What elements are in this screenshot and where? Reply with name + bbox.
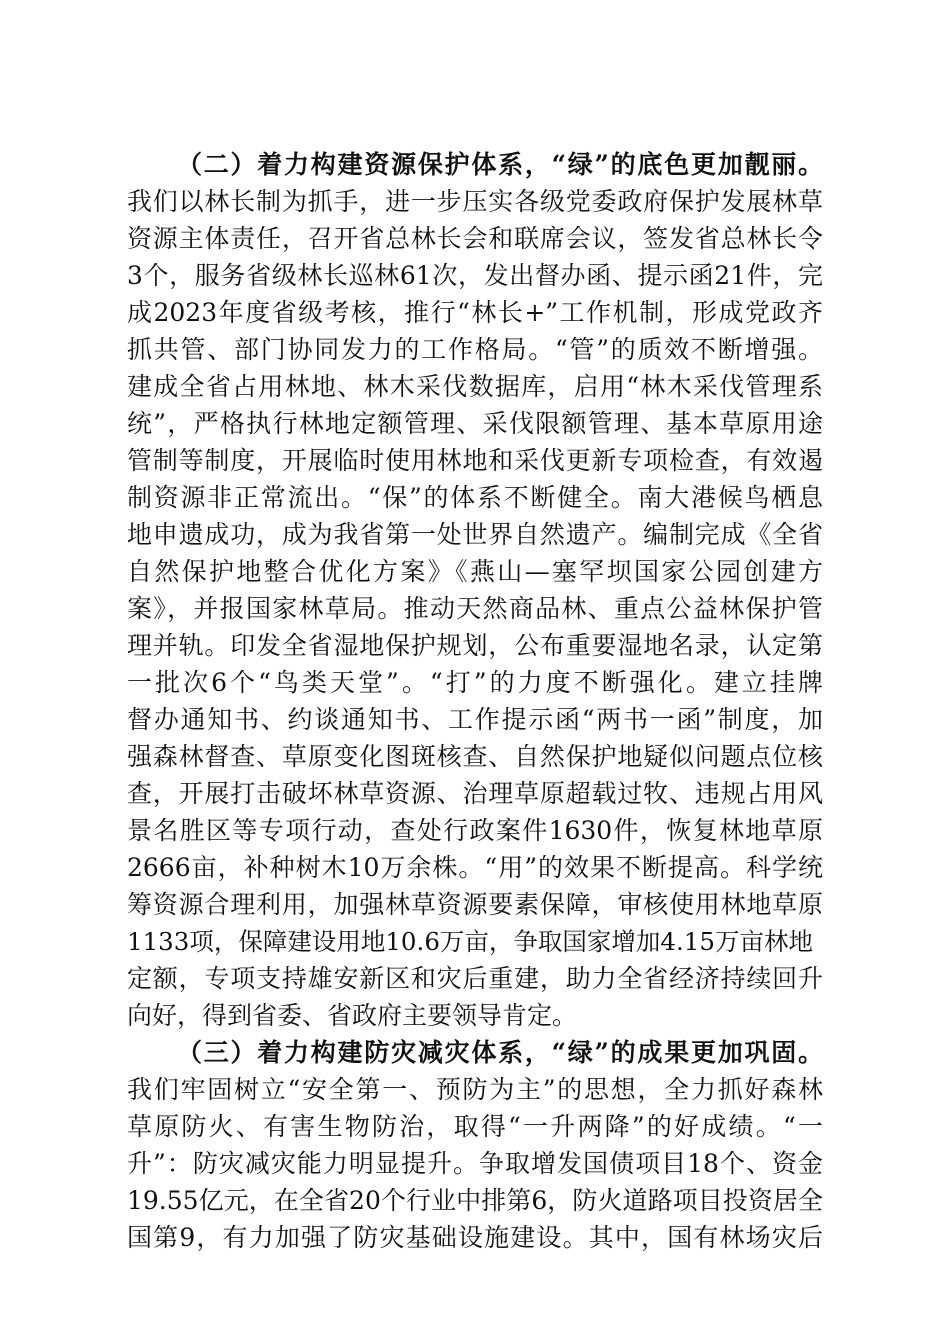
text-line: 我们以林长制为抓手，进一步压实各级党委政府保护发展林草 <box>127 187 823 216</box>
text-line: 定额，专项支持雄安新区和灾后重建，助力全省经济持续回升 <box>127 964 823 993</box>
text-line: 自然保护地整合优化方案》《燕山—塞罕坝国家公园创建方 <box>127 557 823 586</box>
text-line: 抓共管、部门协同发力的工作格局。“管”的质效不断增强。 <box>127 335 823 364</box>
text-line: 地申遗成功，成为我省第一处世界自然遗产。编制完成《全省 <box>127 520 823 549</box>
section-heading-line: （二）着力构建资源保护体系，“绿”的底色更加靓丽。 <box>177 150 823 179</box>
text-line: 资源主体责任，召开省总林长会和联席会议，签发省总林长令 <box>127 224 823 253</box>
text-line: 建成全省占用林地、林木采伐数据库，启用“林木采伐管理系 <box>127 372 823 401</box>
text-line: 管制等制度，开展临时使用林地和采伐更新专项检查，有效遏 <box>127 446 823 475</box>
text-line: 3个，服务省级林长巡林61次，发出督办函、提示函21件，完 <box>127 261 823 290</box>
text-line: 理并轨。印发全省湿地保护规划，公布重要湿地名录，认定第 <box>127 631 823 660</box>
text-line: 1133项，保障建设用地10.6万亩，争取国家增加4.15万亩林地 <box>127 927 813 956</box>
text-line: 向好，得到省委、省政府主要领导肯定。 <box>127 1001 578 1030</box>
text-line: 草原防火、有害生物防治，取得“一升两降”的好成绩。“一 <box>127 1112 823 1141</box>
text-line: 2666亩，补种树木10万余株。“用”的效果不断提高。科学统 <box>127 853 823 882</box>
text-line: 国第9，有力加强了防灾基础设施建设。其中，国有林场灾后 <box>127 1223 823 1252</box>
text-line: 景名胜区等专项行动，查处行政案件1630件，恢复林地草原 <box>127 816 823 845</box>
text-line: 升”：防灾减灾能力明显提升。争取增发国债项目18个、资金 <box>127 1149 823 1178</box>
body-text <box>127 146 823 1256</box>
text-line: 筹资源合理利用，加强林草资源要素保障，审核使用林地草原 <box>127 890 823 919</box>
text-line: 查，开展打击破坏林草资源、治理草原超载过牧、违规占用风 <box>127 779 823 808</box>
text-line: 统”，严格执行林地定额管理、采伐限额管理、基本草原用途 <box>127 409 823 438</box>
text-line: 一批次6个“鸟类天堂”。“打”的力度不断强化。建立挂牌 <box>127 668 823 697</box>
text-line: 制资源非正常流出。“保”的体系不断健全。南大港候鸟栖息 <box>127 483 823 512</box>
text-line: 成2023年度省级考核，推行“林长+”工作机制，形成党政齐 <box>127 298 823 327</box>
text-line: 督办通知书、约谈通知书、工作提示函“两书一函”制度，加 <box>127 705 823 734</box>
text-line: 案》，并报国家林草局。推动天然商品林、重点公益林保护管 <box>127 594 823 623</box>
text-line: 强森林督查、草原变化图斑核查、自然保护地疑似问题点位核 <box>127 742 823 771</box>
text-line: 19.55亿元，在全省20个行业中排第6，防火道路项目投资居全 <box>127 1186 823 1215</box>
section-heading-line: （三）着力构建防灾减灾体系，“绿”的成果更加巩固。 <box>177 1038 823 1067</box>
text-line: 我们牢固树立“安全第一、预防为主”的思想，全力抓好森林 <box>127 1075 823 1104</box>
